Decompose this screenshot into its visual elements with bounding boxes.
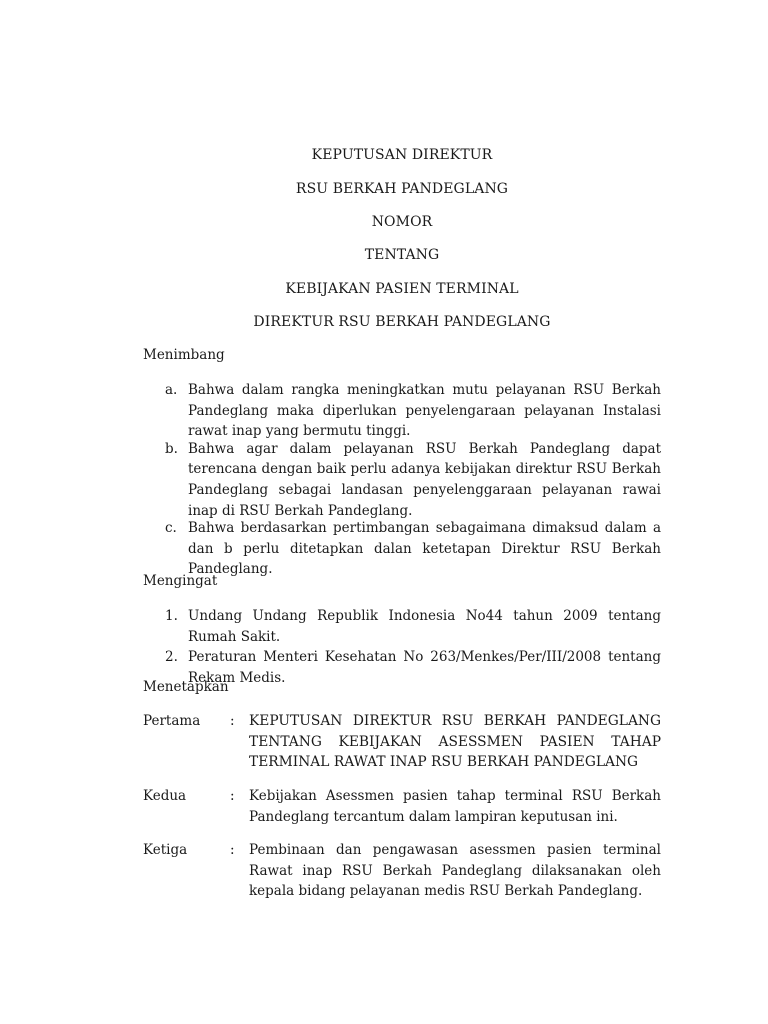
- section-menetapkan-label: Menetapkan: [143, 679, 229, 695]
- list-item: [143, 380, 661, 442]
- menimbang-list: [143, 380, 661, 580]
- decision-text: KEPUTUSAN DIREKTUR RSU BERKAH PANDEGLANG TENTANG KEBIJAKAN ASESSMEN PASIEN TAHAP TERMINAL RAWAT INAP RSU BERKAH PANDEGLANG: [249, 713, 661, 771]
- decision-kedua: [143, 786, 661, 827]
- decision-label: Pertama: [143, 713, 201, 729]
- decision-colon: :: [230, 788, 235, 804]
- title-rsu-name: RSU BERKAH PANDEGLANG: [295, 181, 509, 197]
- list-marker: 2.: [165, 649, 178, 666]
- list-marker: a.: [165, 382, 178, 398]
- decision-text: Kebijakan Asessmen pasien tahap terminal RSU Berkah Pandeglang tercantum dalam lampiran keputusan ini.: [249, 788, 661, 825]
- list-item: [143, 518, 661, 580]
- title-direktur: DIREKTUR RSU BERKAH PANDEGLANG: [253, 314, 551, 330]
- list-item: [143, 439, 661, 521]
- decision-colon: :: [230, 842, 235, 858]
- list-text: Bahwa agar dalam pelayanan RSU Berkah Pandeglang dapat terencana dengan baik perlu adanya kebijakan direktur RSU Berkah Pandeglang sebagai landasan penyelenggaraan pelayanan rawai inap di RSU Berkah Pandeglang.: [188, 440, 661, 519]
- decision-pertama: [143, 711, 661, 773]
- title-keputusan-direktur: KEPUTUSAN DIREKTUR: [311, 147, 493, 163]
- decision-label: Ketiga: [143, 842, 188, 858]
- list-marker: b.: [165, 440, 178, 457]
- list-marker: c.: [165, 520, 177, 537]
- section-mengingat-label: Mengingat: [143, 573, 218, 589]
- list-text: Peraturan Menteri Kesehatan No 263/Menkes/Per/III/2008 tentang Rekam Medis.: [188, 649, 661, 686]
- list-marker: 1.: [165, 608, 178, 624]
- decision-label: Kedua: [143, 788, 187, 804]
- title-nomor: NOMOR: [371, 214, 433, 230]
- title-subject: KEBIJAKAN PASIEN TERMINAL: [285, 281, 519, 297]
- list-text: Undang Undang Republik Indonesia No44 tahun 2009 tentang Rumah Sakit.: [188, 608, 661, 645]
- mengingat-list: [143, 606, 661, 688]
- decision-ketiga: [143, 840, 661, 902]
- list-text: Bahwa berdasarkan pertimbangan sebagaimana dimaksud dalam a dan b perlu ditetapkan dalan ketetapan Direktur RSU Berkah Pandeglang.: [188, 520, 661, 578]
- decision-text: Pembinaan dan pengawasan asessmen pasien terminal Rawat inap RSU Berkah Pandeglang dilaksanakan oleh kepala bidang pelayanan medis RSU Berkah Pandeglang.: [249, 842, 661, 900]
- decision-colon: :: [230, 713, 235, 729]
- list-text: Bahwa dalam rangka meningkatkan mutu pelayanan RSU Berkah Pandeglang maka diperlukan penyelengaraan pelayanan Instalasi rawat inap yang bermutu tinggi.: [188, 382, 661, 440]
- list-item: [143, 606, 661, 647]
- title-tentang: TENTANG: [364, 247, 440, 263]
- section-menimbang-label: Menimbang: [143, 347, 225, 363]
